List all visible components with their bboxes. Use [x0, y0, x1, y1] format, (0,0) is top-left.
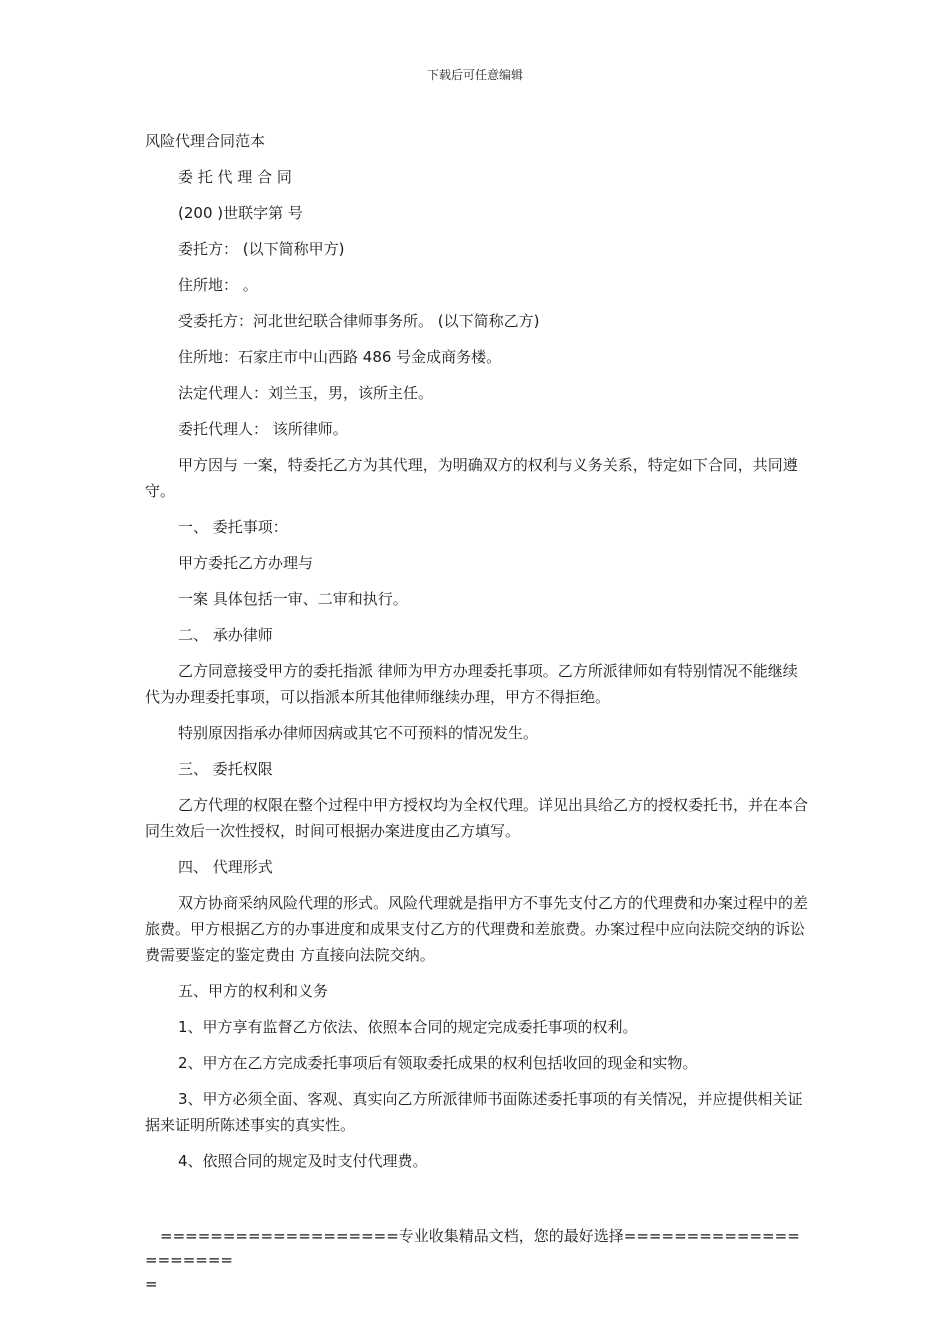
section-3-text: 乙方代理的权限在整个过程中甲方授权均为全权代理。详见出具给乙方的授权委托书，并在本合同生效后一次性授权，时间可根据办案进度由乙方填写。: [145, 796, 809, 840]
document-title: 风险代理合同范本: [145, 132, 266, 150]
section-1-text: 一案 具体包括一审、二审和执行。: [178, 590, 408, 608]
section-3-heading: 三、 委托权限: [178, 760, 273, 778]
section-5-item: 1、甲方享有监督乙方依法、依照本合同的规定完成委托事项的权利。: [178, 1018, 638, 1036]
section-1-heading: 一、 委托事项：: [178, 518, 288, 536]
section-5-item: 2、甲方在乙方完成委托事项后有领取委托成果的权利包括收回的现金和实物。: [178, 1054, 698, 1072]
section-5-heading: 五、甲方的权利和义务: [178, 982, 329, 1000]
party-b-address: 住所地：石家庄市中山西路 486 号金成商务楼。: [178, 348, 502, 366]
contract-number: (200 )世联字第 号: [178, 204, 303, 222]
footer-banner-tail: =: [145, 1275, 158, 1293]
section-5-item: 4、依照合同的规定及时支付代理费。: [178, 1152, 428, 1170]
contract-heading: 委 托 代 理 合 同: [178, 168, 292, 186]
section-1-text: 甲方委托乙方办理与: [178, 554, 314, 572]
section-4-heading: 四、 代理形式: [178, 858, 273, 876]
party-a-address: 住所地： 。: [178, 276, 258, 294]
legal-representative: 法定代理人：刘兰玉，男，该所主任。: [178, 384, 434, 402]
page-header: 下载后可任意编辑: [426, 68, 523, 82]
section-2-note: 特别原因指承办律师因病或其它不可预料的情况发生。: [178, 724, 539, 742]
page-footer: [145, 1224, 810, 1296]
section-4-text: 双方协商采纳风险代理的形式。风险代理就是指甲方不事先支付乙方的代理费和办案过程中的差旅费。甲方根据乙方的办事进度和成果支付乙方的代理费和差旅费。办案过程中应向法院交纳的诉讼费需要鉴定的鉴定费由 方直接向法院交纳。: [145, 894, 809, 964]
preamble: 甲方因与 一案，特委托乙方为其代理，为明确双方的权利与义务关系，特定如下合同，共同遵守。: [145, 456, 798, 500]
section-2-heading: 二、 承办律师: [178, 626, 273, 644]
party-b: 受委托方：河北世纪联合律师事务所。 (以下简称乙方): [178, 312, 540, 330]
section-5-item: 3、甲方必须全面、客观、真实向乙方所派律师书面陈述委托事项的有关情况，并应提供相关证据来证明所陈述事实的真实性。: [145, 1090, 803, 1134]
section-2-text: 乙方同意接受甲方的委托指派 律师为甲方办理委托事项。乙方所派律师如有特别情况不能继续代为办理委托事项，可以指派本所其他律师继续办理，甲方不得拒绝。: [145, 662, 798, 706]
footer-banner: ===================专业收集精品文档，您的最好选择=====================: [145, 1227, 800, 1269]
party-a: 委托方： (以下简称甲方): [178, 240, 345, 258]
authorized-agent: 委托代理人： 该所律师。: [178, 420, 348, 438]
document-body: [145, 128, 810, 1184]
